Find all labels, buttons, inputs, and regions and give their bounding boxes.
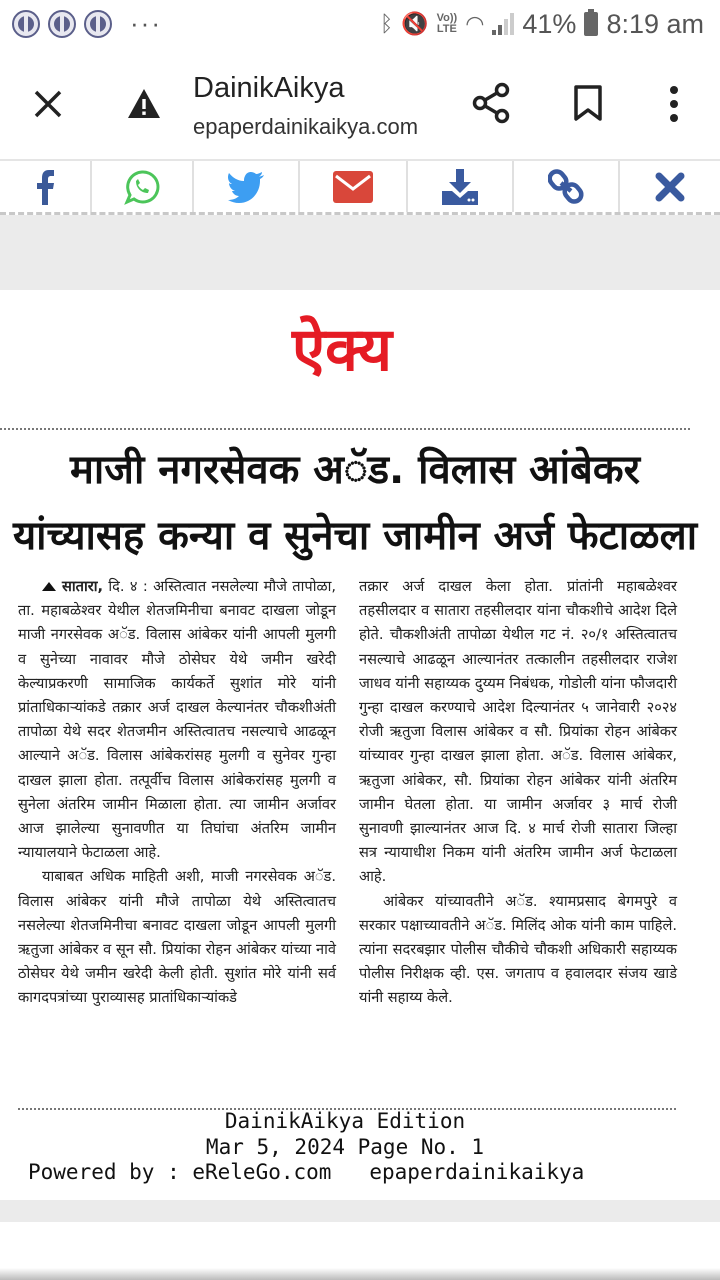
volte-icon: Vo)) LTE xyxy=(436,12,458,35)
share-bar xyxy=(0,159,720,215)
article-column-right xyxy=(359,575,677,1011)
powered-by: Powered by : eReleGo.com epaperdainikaikya xyxy=(28,1160,585,1184)
cell-signal-icon xyxy=(492,13,514,35)
share-whatsapp-button[interactable] xyxy=(92,161,194,212)
bluetooth-icon: ᛒ xyxy=(380,11,394,36)
status-bar xyxy=(0,0,720,50)
download-button[interactable] xyxy=(408,161,514,212)
app-notification-icon xyxy=(48,10,76,38)
article-paragraph: याबाबत अधिक माहिती अशी, माजी नगरसेवक अॅड. विलास आंबेकर यांनी मौजे तापोळा येथे अस्तित्वातच नसलेल्या शेतजमिनीचा बनावट दाखला जोडून आपली मुलगी ऋतुजा आंबेकर व सून सौ. प्रियांका रोहन आंबेकर यांच्या नावे ठोसेघर येथे जमीन खरेदी केली होती. सुशांत मोरे यांनी सर्व कागदपत्रांच्या पुराव्यासह प्रातांधिकाऱ्यांकडे xyxy=(18,868,336,1007)
warning-icon[interactable] xyxy=(126,86,162,122)
article-paragraph: सातारा, दि. ४ : अस्तित्वात नसलेल्या मौजे तापोळा, ता. महाबळेश्वर येथील शेतजमिनीचा बनावट दाखला जोडून माजी नगरसेवक अॅड. विलास आंबेकर यांनी आपली मुलगी व सुनेच्या नावावर मौजे ठोसेघर येथे जमीन खरेदी केल्याप्रकरणी सामाजिक कार्यकर्ते सुशांत मोरे यांनी प्रांताधिकाऱ्यांकडे तक्रार अर्ज दाखल केल्यानंतर चौकशीअंती तापोळा येथे सदर शेतजमीन अस्तित्वातच नसल्याचे आढळून आल्याने अॅड. विलास आंबेकरांसह मुलगी व सुनेवर गुन्हा दाखल झाला होता. तत्पूर्वीच विलास आंबेकरांसह मुलगी व सुनेला अंतरिम जामीन मिळाला होता. त्या जामीन अर्जावर आज झालेल्या सुनावणीत या तिघांचा अंतरिम जामीन न्यायालयाने फेटाळला आहे. xyxy=(18,578,336,862)
epaper-clipping xyxy=(0,290,720,1200)
more-vert-icon[interactable] xyxy=(664,84,684,124)
publisher: epaperdainikaikya xyxy=(369,1160,585,1184)
site-url[interactable]: epaperdainikaikya.com xyxy=(193,114,419,139)
close-icon[interactable] xyxy=(30,86,66,122)
wifi-icon: ◠ xyxy=(465,11,485,36)
app-notification-icon xyxy=(84,10,112,38)
twitter-icon xyxy=(227,171,265,203)
battery-percent: 41% xyxy=(522,8,577,39)
share-icon[interactable] xyxy=(470,82,512,124)
clock: 8:19 am xyxy=(606,8,704,39)
article-column-left xyxy=(18,575,336,1011)
browser-toolbar xyxy=(0,50,720,158)
headline-line-2: यांच्यासह कन्या व सुनेचा जामीन अर्ज फेटाळला xyxy=(12,513,698,559)
article-paragraph: आंबेकर यांच्यावतीने अॅड. श्यामप्रसाद बेगमपुरे व सरकार पक्षाच्यावतीने अॅड. मिलिंद ओक यांनी काम पाहिले. त्यांना सदरबझार पोलीस चौकीचे चौकशी अधिकारी सहाय्यक पोलीस निरीक्षक व्ही. एस. जगताप व हवालदार संजय खाडे यांनी सहाय्य केले. xyxy=(359,892,677,1007)
close-share-button[interactable] xyxy=(620,161,720,212)
page-gap xyxy=(0,215,720,290)
triangle-marker-icon xyxy=(42,582,56,591)
email-icon xyxy=(333,171,373,203)
divider xyxy=(0,428,690,430)
nav-shadow xyxy=(0,1268,720,1280)
site-title: DainikAikya xyxy=(193,72,345,104)
copy-link-button[interactable] xyxy=(514,161,620,212)
share-email-button[interactable] xyxy=(300,161,408,212)
edition-name: DainikAikya Edition xyxy=(224,1109,466,1133)
whatsapp-icon xyxy=(123,168,161,206)
facebook-icon xyxy=(34,169,56,205)
download-icon xyxy=(442,169,478,205)
dateline: सातारा, xyxy=(62,578,104,595)
more-notifications-icon: ··· xyxy=(130,8,162,38)
headline-line-1: माजी नगरसेवक अॅड. विलास आंबेकर xyxy=(70,447,640,493)
link-icon xyxy=(548,168,584,206)
close-icon xyxy=(655,172,685,202)
masthead-logo: ऐक्य xyxy=(291,317,393,383)
page-gap xyxy=(0,1200,720,1222)
battery-icon xyxy=(584,12,598,36)
bookmark-icon[interactable] xyxy=(572,84,604,122)
article-paragraph: तक्रार अर्ज दाखल केला होता. प्रांतांनी महाबळेश्वर तहसीलदार व सातारा तहसीलदार यांना चौकशीचे आदेश दिले होते. चौकशीअंती तापोळा येथील गट नं. २०/१ अस्तित्वातच नसल्याचे आढळून आल्यानंतर तत्कालीन तहसीलदार राजेश जाधव यांनी सहाय्यक दुय्यम निबंधक, गोडोली यांना फौजदारी गुन्हा दाखल करण्याचे आदेश दिल्यानंतर ५ जानेवारी २०२४ रोजी ऋतुजा विलास आंबेकर व सौ. प्रियांका रोहन आंबेकर यांच्यावर गुन्हा दाखल झाला होता. अॅड. विलास आंबेकर, ऋतुजा आंबेकर, सौ. प्रियांका रोहन आंबेकर यांनी अंतरिम जामीन घेतला होता. या जामीन अर्जावर ३ मार्च रोजी सुनावणी झाल्यानंतर आज दि. ४ मार्च रोजी सातारा जिल्हा सत्र न्यायाधीश निकम यांनी अंतरिम जामीन अर्ज फेटाळला आहे. xyxy=(359,578,677,886)
share-twitter-button[interactable] xyxy=(194,161,300,212)
share-facebook-button[interactable] xyxy=(0,161,92,212)
edition-date-page: Mar 5, 2024 Page No. 1 xyxy=(205,1135,485,1159)
mute-icon: 🔇 xyxy=(401,11,429,36)
app-notification-icon xyxy=(12,10,40,38)
